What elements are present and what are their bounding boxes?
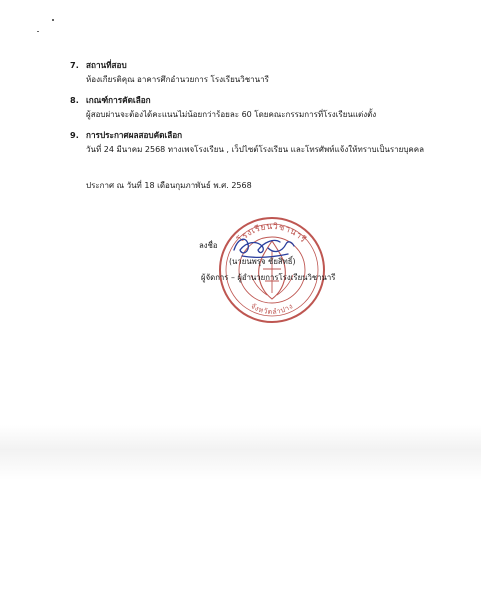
announcement-date: ประกาศ ณ วันที่ 18 เดือนกุมภาพันธ์ พ.ศ. 2568	[86, 181, 252, 190]
svg-text:จังหวัดลำปาง	[249, 302, 294, 316]
section-title: เกณฑ์การคัดเลือก	[86, 95, 151, 105]
scan-speck	[52, 19, 54, 21]
signer-position: ผู้จัดการ – ผู้อำนวยการโรงเรียนวิชานารี	[201, 273, 336, 282]
scan-speck	[37, 31, 39, 32]
section-7	[70, 59, 269, 86]
signer-name: (นายนพรุจ ชัยสิทธิ์)	[229, 257, 296, 266]
section-heading	[70, 129, 424, 141]
section-body: วันที่ 24 มีนาคม 2568 ทางเพจโรงเรียน , เว็ปไซต์โรงเรียน และโทรศัพท์แจ้งให้ทราบเป็นรายบุคคล	[86, 145, 425, 154]
sign-label: ลงชื่อ	[199, 241, 218, 250]
scan-artifact	[0, 425, 481, 480]
section-body: ห้องเกียรติคุณ อาคารศึกอำนวยการ โรงเรียนวิชานารี	[86, 75, 269, 84]
section-heading	[70, 94, 376, 106]
seal-bottom-text: จังหวัดลำปาง	[249, 302, 295, 317]
section-number: 8.	[70, 95, 79, 105]
section-number: 9.	[70, 130, 79, 140]
section-8	[70, 94, 376, 121]
section-9	[70, 129, 424, 156]
section-number: 7.	[70, 60, 79, 70]
section-title: สถานที่สอบ	[86, 60, 127, 70]
section-title: การประกาศผลสอบคัดเลือก	[86, 130, 183, 140]
section-body: ผู้สอบผ่านจะต้องได้คะแนนไม่น้อยกว่าร้อยละ 60 โดยคณะกรรมการที่โรงเรียนแต่งตั้ง	[86, 110, 377, 119]
seal-top-text: โรงเรียนวิชานารี	[236, 221, 308, 246]
section-heading	[70, 59, 269, 71]
